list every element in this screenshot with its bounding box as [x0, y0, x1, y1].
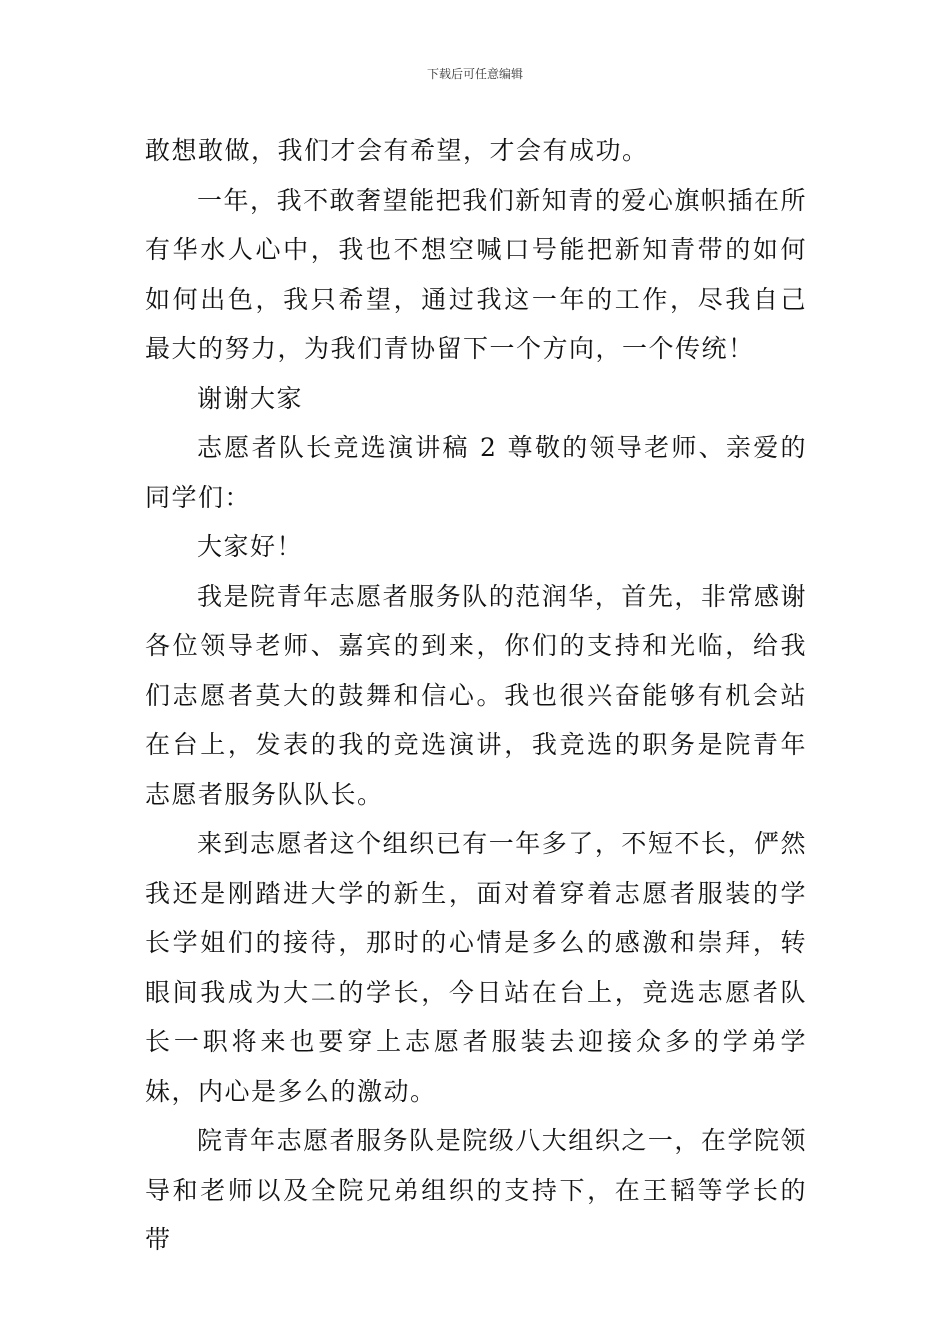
- paragraph-1: 敢想敢做，我们才会有希望，才会有成功。: [145, 136, 649, 165]
- paragraph-4: 志愿者队长竞选演讲稿 2 尊敬的领导老师、亲爱的同学们：: [145, 433, 807, 512]
- paragraph-6: 我是院青年志愿者服务队的范润华，首先，非常感谢各位领导老师、嘉宾的到来，你们的支持和光临，给我们志愿者莫大的鼓舞和信心。我也很兴奋能够有机会站在台上，发表的我的竞选演讲，我竞选的职务是院青年志愿者服务队队长。: [145, 581, 807, 809]
- paragraph-7: 来到志愿者这个组织已有一年多了，不短不长，俨然我还是刚踏进大学的新生，面对着穿着志愿者服装的学长学姐们的接待，那时的心情是多么的感激和崇拜，转眼间我成为大二的学长，今日站在台上，竞选志愿者队长一职将来也要穿上志愿者服装去迎接众多的学弟学妹，内心是多么的激动。: [145, 829, 807, 1106]
- page-header-note: 下载后可任意编辑: [426, 67, 523, 81]
- paragraph-3: 谢谢大家: [197, 383, 304, 413]
- paragraph-2: 一年，我不敢奢望能把我们新知青的爱心旗帜插在所有华水人心中，我也不想空喊口号能把新知青带的如何如何出色，我只希望，通过我这一年的工作，尽我自己最大的努力，为我们青协留下一个方向，一个传统！: [145, 185, 807, 363]
- paragraph-8: 院青年志愿者服务队是院级八大组织之一，在学院领导和老师以及全院兄弟组织的支持下，在王韬等学长的带: [145, 1126, 807, 1254]
- paragraph-5: 大家好！: [197, 532, 304, 561]
- document-body: [145, 126, 807, 1265]
